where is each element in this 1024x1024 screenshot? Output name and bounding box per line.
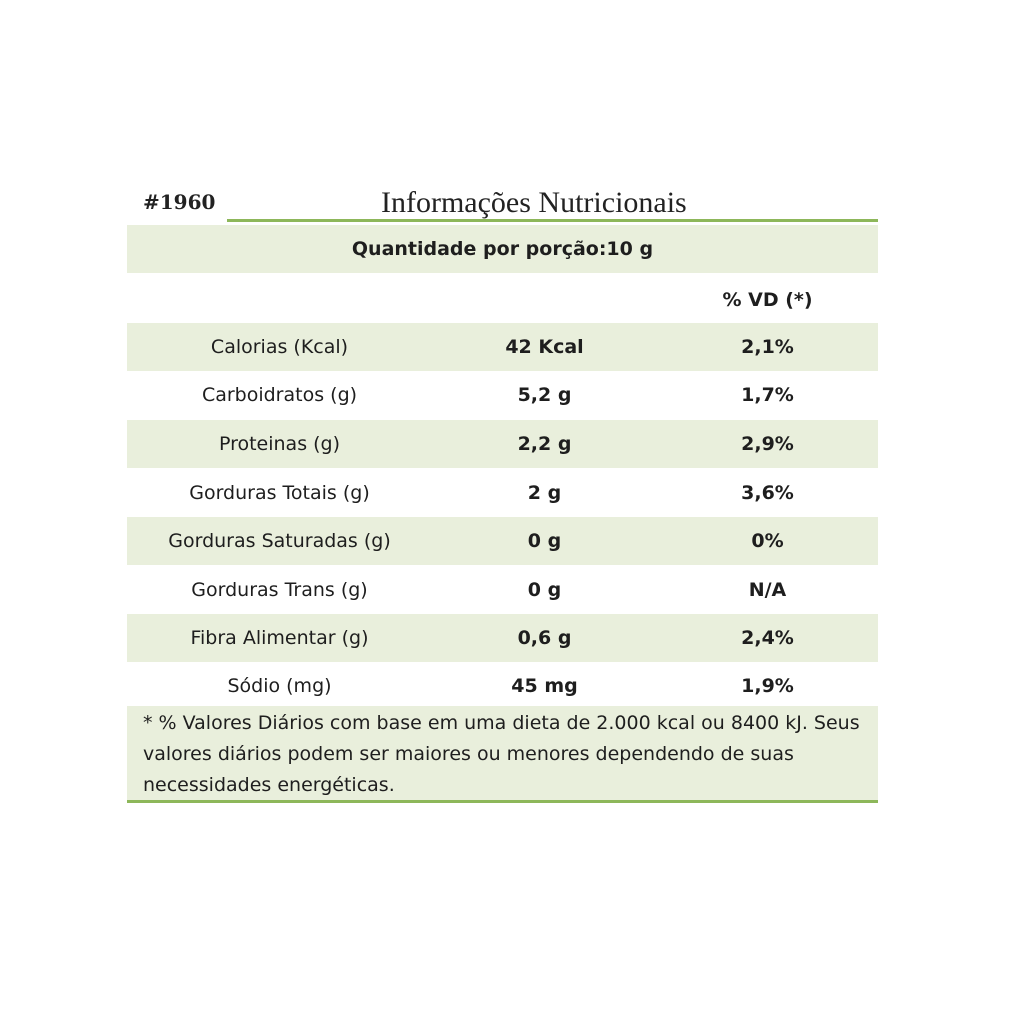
product-code: #1960	[143, 190, 216, 214]
table-row	[127, 566, 878, 614]
nutrient-amount: 2 g	[527, 482, 562, 504]
table-row	[127, 420, 878, 468]
table-row	[127, 323, 878, 371]
nutrient-dv: 1,9%	[741, 675, 794, 697]
header-row	[127, 276, 878, 324]
bottom-rule	[127, 800, 878, 803]
nutrient-dv: 2,4%	[741, 627, 794, 649]
table-row	[127, 371, 878, 419]
column-header-dv: % VD (*)	[722, 289, 813, 311]
nutrient-name: Carboidratos (g)	[201, 384, 358, 406]
table-row	[127, 614, 878, 662]
column-header-name	[127, 276, 432, 324]
nutrient-amount: 5,2 g	[517, 384, 572, 406]
nutrient-amount: 42 Kcal	[505, 336, 584, 358]
nutrient-amount: 0,6 g	[517, 627, 572, 649]
nutrient-dv: 2,9%	[741, 433, 794, 455]
nutrient-name: Fibra Alimentar (g)	[190, 627, 369, 649]
panel-title: Informações Nutricionais	[381, 186, 687, 219]
nutrient-name: Gorduras Totais (g)	[189, 482, 370, 504]
footnote-box	[127, 706, 878, 800]
nutrient-amount: 2,2 g	[517, 433, 572, 455]
column-header-amount	[432, 276, 657, 324]
nutrient-amount: 0 g	[527, 530, 562, 552]
nutrient-dv: N/A	[748, 579, 787, 601]
serving-row	[127, 225, 878, 273]
nutrient-dv: 2,1%	[741, 336, 794, 358]
nutrient-name: Gorduras Saturadas (g)	[168, 530, 391, 552]
table-row	[127, 469, 878, 517]
nutrient-name: Gorduras Trans (g)	[191, 579, 368, 601]
nutrient-amount: 45 mg	[511, 675, 578, 697]
serving-size: Quantidade por porção:10 g	[351, 238, 654, 260]
nutrient-dv: 1,7%	[741, 384, 794, 406]
title-rule	[227, 219, 878, 222]
nutrient-amount: 0 g	[527, 579, 562, 601]
nutrient-name: Sódio (mg)	[227, 675, 332, 697]
table-row	[127, 517, 878, 565]
nutrient-name: Calorias (Kcal)	[210, 336, 349, 358]
nutrient-name: Proteinas (g)	[218, 433, 341, 455]
nutrition-facts-panel	[127, 180, 878, 805]
nutrient-dv: 3,6%	[741, 482, 794, 504]
table-row	[127, 662, 878, 710]
footnote-text: * % Valores Diários com base em uma dieta de 2.000 kcal ou 8400 kJ. Seus valores diários podem ser maiores ou menores dependendo de suas necessidades energéticas.	[143, 712, 860, 796]
nutrient-dv: 0%	[751, 530, 784, 552]
